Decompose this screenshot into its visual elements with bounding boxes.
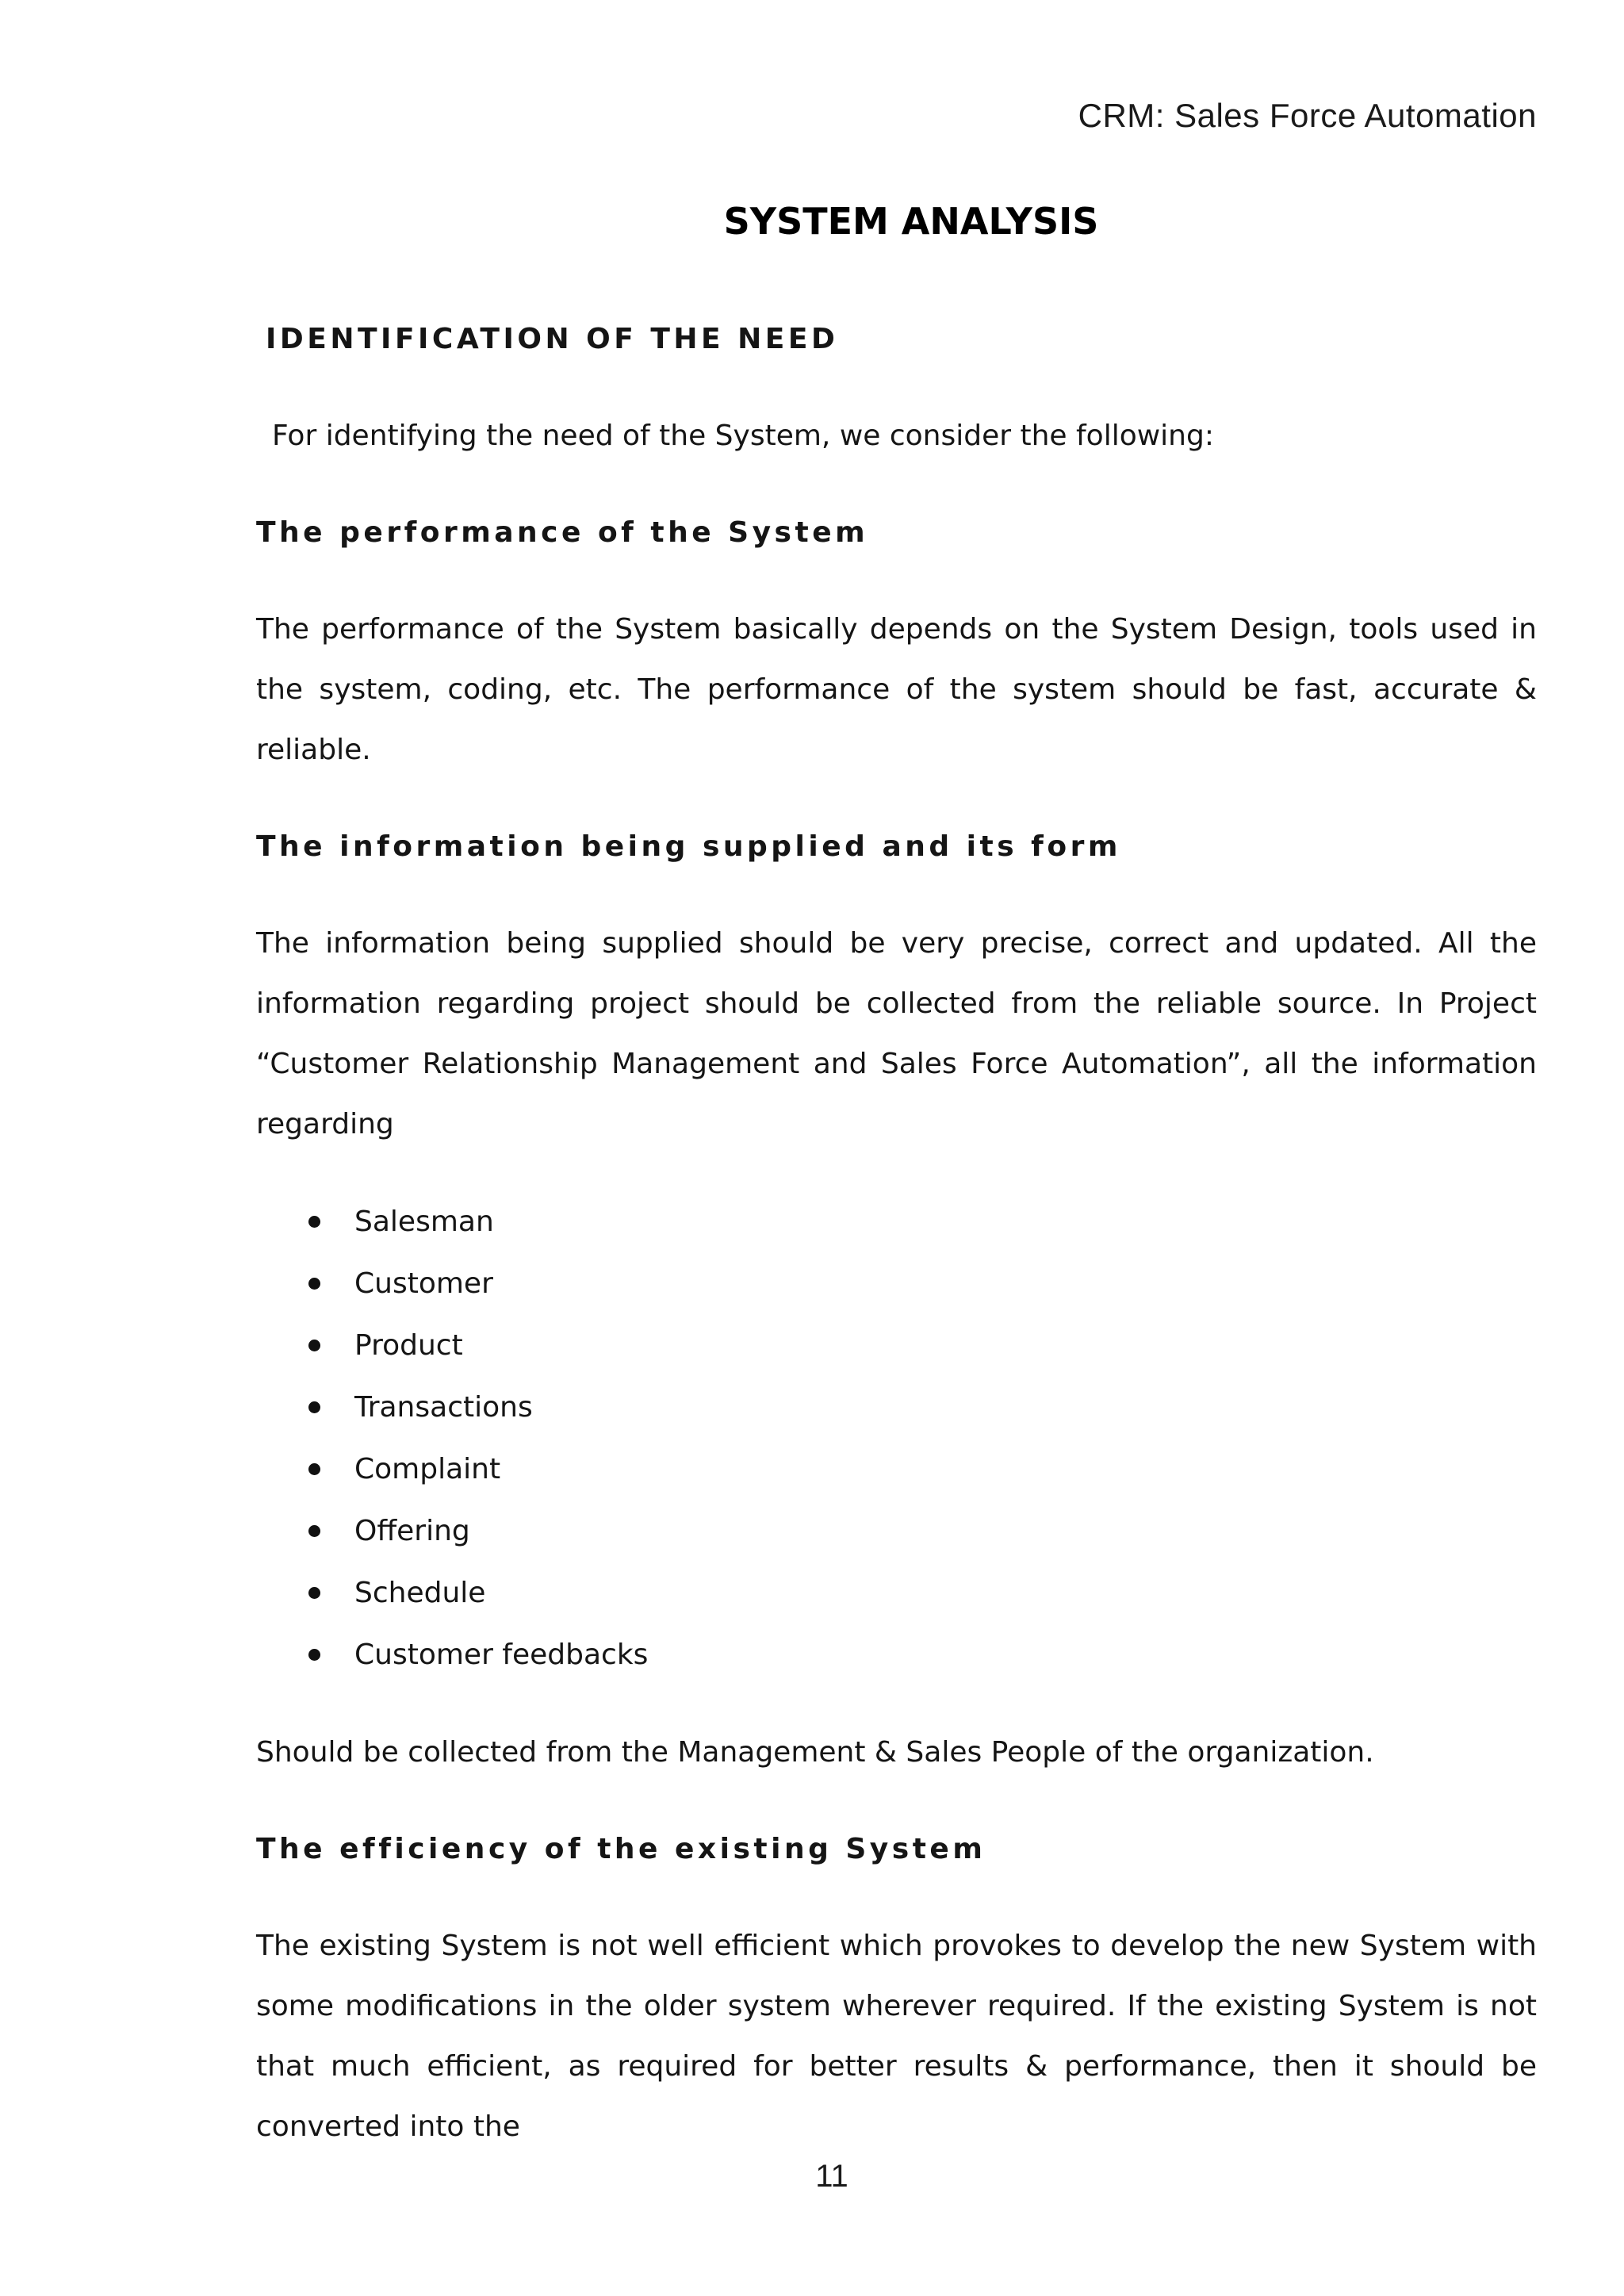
list-item [256,1191,1537,1253]
list-item-label: Salesman [354,1205,494,1238]
information-paragraph: The information being supplied should be very precise, correct and updated. All the information regarding project should be collected from the reliable source. In Project “Customer Relationship Management and Sales Force Automation”, all the information regarding [256,927,1537,1140]
list-item [256,1624,1537,1686]
list-item [256,1253,1537,1315]
list-item-label: Customer [354,1267,493,1300]
list-item-label: Product [354,1329,463,1362]
information-bullet-list [256,1191,1537,1686]
bullet-icon [308,1525,320,1537]
running-header: CRM: Sales Force Automation [1078,97,1537,134]
efficiency-paragraph: The existing System is not well efficient which provokes to develop the new System with some modifications in the older system wherever required. If the existing System is not that much efficient, as required for better results & performance, then it should be converted into the [256,1930,1537,2143]
intro-paragraph: For identifying the need of the System, we consider the following: [272,420,1214,452]
performance-paragraph: The performance of the System basically depends on the System Design, tools used in the system, coding, etc. The performance of the system should be fast, accurate & reliable. [256,613,1537,766]
page-number: 11 [815,2159,848,2194]
list-item [256,1377,1537,1439]
list-item-label: Offering [354,1515,470,1547]
list-item-label: Customer feedbacks [354,1639,649,1671]
page-title: SYSTEM ANALYSIS [723,200,1099,243]
bullet-icon [308,1278,320,1290]
page-content [256,309,1537,2194]
subheading-information: The information being supplied and its form [256,830,1121,863]
list-item [256,1315,1537,1377]
subheading-performance: The performance of the System [256,516,869,549]
list-item-label: Schedule [354,1577,486,1609]
list-item [256,1501,1537,1562]
list-item-label: Complaint [354,1453,501,1485]
bullet-icon [308,1649,320,1661]
list-item [256,1562,1537,1624]
subheading-efficiency: The efficiency of the existing System [256,1833,986,1865]
bullet-icon [308,1340,320,1351]
bullet-icon [308,1463,320,1475]
bullet-icon [308,1587,320,1599]
list-item-label: Transactions [354,1391,533,1424]
information-closing-paragraph: Should be collected from the Management & Sales People of the organization. [256,1736,1374,1769]
section-heading-identification: IDENTIFICATION OF THE NEED [266,323,839,355]
list-item [256,1439,1537,1501]
bullet-icon [308,1216,320,1228]
bullet-icon [308,1401,320,1413]
